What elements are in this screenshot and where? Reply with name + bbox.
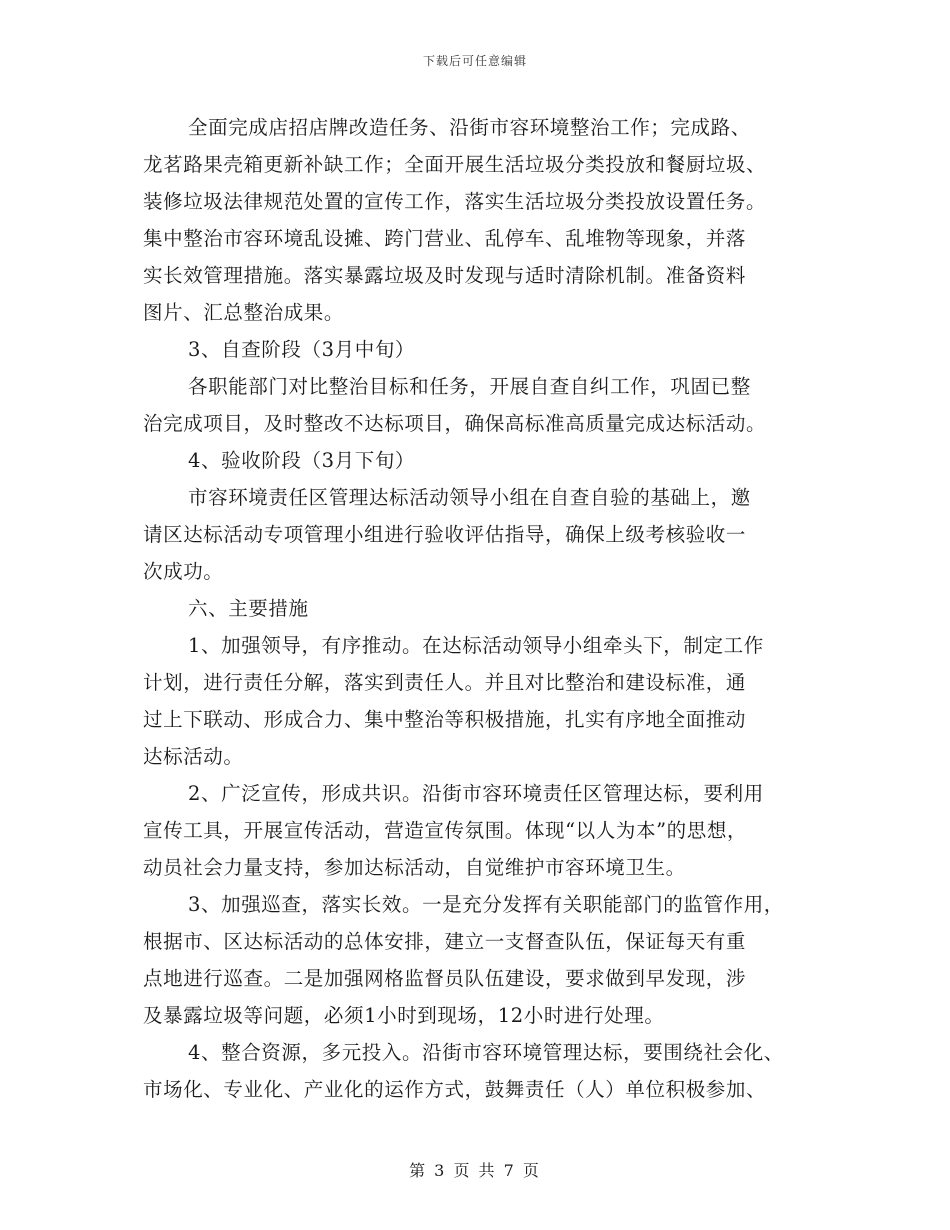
text-line: 市容环境责任区管理达标活动领导小组在自查自验的基础上，邀 <box>188 486 751 509</box>
text-line: 4、整合资源，多元投入。沿街市容环境管理达标，要围绕社会化、 <box>188 1041 784 1064</box>
text-line: 达标活动。 <box>143 745 244 768</box>
text-line: 3、加强巡查，落实长效。一是充分发挥有关职能部门的监管作用， <box>188 893 784 916</box>
page-header-note: 下载后可任意编辑 <box>422 54 527 68</box>
text-line: 全面完成店招店牌改造任务、沿街市容环境整治工作；完成路、 <box>188 116 751 139</box>
page-number-footer: 第 3 页 共 7 页 <box>409 1161 541 1180</box>
text-line: 请区达标活动专项管理小组进行验收评估指导，确保上级考核验收一 <box>143 523 747 546</box>
text-line: 市场化、专业化、产业化的运作方式，鼓舞责任（人）单位积极参加、 <box>143 1078 767 1101</box>
text-line: 治完成项目，及时整改不达标项目，确保高标准高质量完成达标活动。 <box>143 412 767 435</box>
text-line: 1、加强领导，有序推动。在达标活动领导小组牵头下，制定工作 <box>188 634 764 657</box>
section-heading: 六、主要措施 <box>188 597 309 620</box>
text-line: 及暴露垃圾等问题，必须1小时到现场，12小时进行处理。 <box>143 1004 665 1027</box>
text-line: 实长效管理措施。落实暴露垃圾及时发现与适时清除机制。准备资料 <box>143 264 747 287</box>
section-heading: 3、自查阶段（3月中旬） <box>188 338 416 361</box>
section-heading: 4、验收阶段（3月下旬） <box>188 449 416 472</box>
text-line: 根据市、区达标活动的总体安排，建立一支督查队伍，保证每天有重 <box>143 930 747 953</box>
text-line: 集中整治市容环境乱设摊、跨门营业、乱停车、乱堆物等现象，并落 <box>143 227 747 250</box>
text-line: 计划，进行责任分解，落实到责任人。并且对比整治和建设标准，通 <box>143 671 747 694</box>
text-line: 各职能部门对比整治目标和任务，开展自查自纠工作，巩固已整 <box>188 375 751 398</box>
text-line: 装修垃圾法律规范处置的宣传工作，落实生活垃圾分类投放设置任务。 <box>143 190 767 213</box>
text-line: 过上下联动、形成合力、集中整治等积极措施，扎实有序地全面推动 <box>143 708 747 731</box>
text-line: 点地进行巡查。二是加强网格监督员队伍建设，要求做到早发现，涉 <box>143 967 747 990</box>
text-line: 动员社会力量支持，参加达标活动，自觉维护市容环境卫生。 <box>143 856 686 879</box>
text-line: 图片、汇总整治成果。 <box>143 301 345 324</box>
text-line: 宣传工具，开展宣传活动，营造宣传氛围。体现“以人为本”的思想， <box>143 819 748 842</box>
text-line: 2、广泛宣传，形成共识。沿街市容环境责任区管理达标，要利用 <box>188 782 764 805</box>
text-line: 龙茗路果壳箱更新补缺工作；全面开展生活垃圾分类投放和餐厨垃圾、 <box>143 153 767 176</box>
text-line: 次成功。 <box>143 560 224 583</box>
